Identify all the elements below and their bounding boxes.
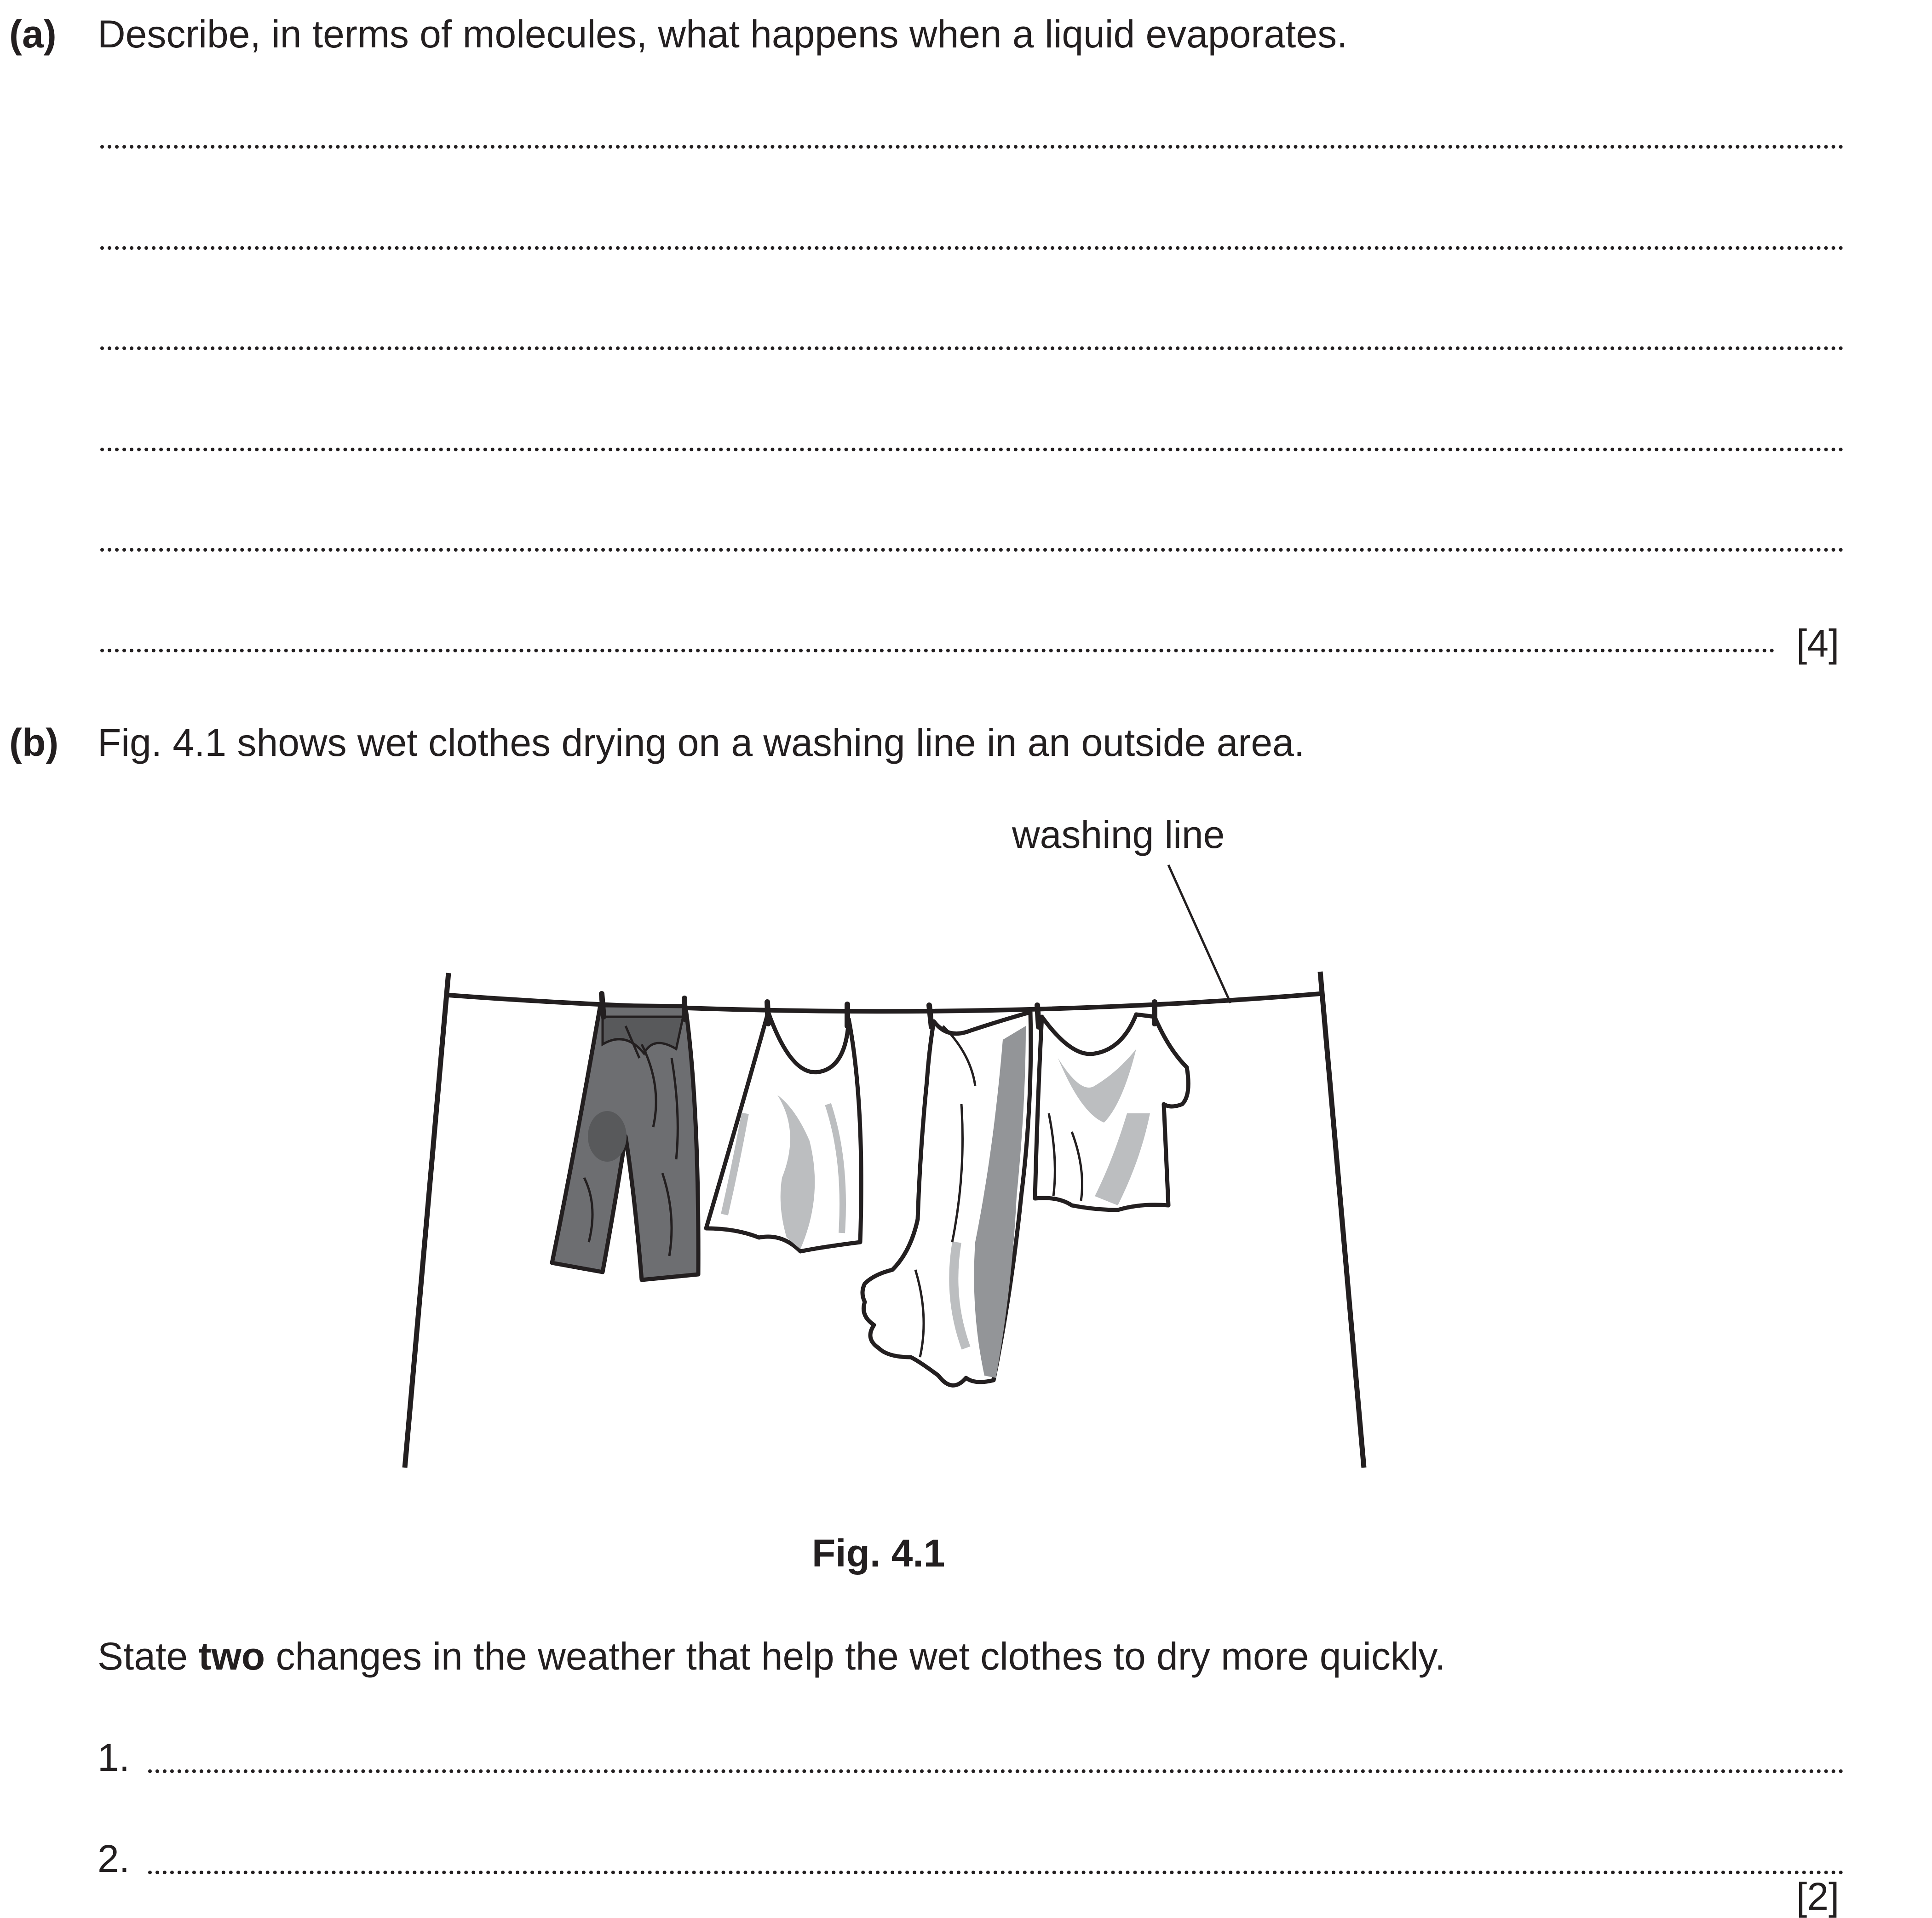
left-post	[405, 973, 448, 1468]
vest	[706, 1012, 861, 1251]
t-shirt	[1035, 1014, 1188, 1210]
answer-2-label: 2.	[98, 1837, 130, 1880]
part-b-label: (b)	[9, 721, 59, 764]
part-b-intro: Fig. 4.1 shows wet clothes drying on a washing line in an outside area.	[98, 721, 1305, 764]
question-text-bold: two	[198, 1635, 265, 1678]
trousers	[552, 1005, 698, 1280]
part-a-marks: [4]	[1796, 622, 1840, 665]
answer-1-label: 1.	[98, 1736, 130, 1779]
part-b-marks: [2]	[1796, 1875, 1840, 1918]
callout-leader-line	[1168, 865, 1230, 1003]
figure-caption: Fig. 4.1	[812, 1532, 945, 1575]
answer-line-b1[interactable]	[148, 1769, 1844, 1773]
washing-line	[448, 994, 1320, 1011]
question-text-pre: State	[98, 1635, 199, 1678]
part-a-question: Describe, in terms of molecules, what happens when a liquid evaporates.	[98, 12, 1348, 56]
part-b-question	[98, 1637, 1446, 1676]
part-a-label: (a)	[9, 12, 57, 56]
question-text-post: changes in the weather that help the wet clothes to dry more quickly.	[265, 1635, 1446, 1678]
dress	[862, 1012, 1031, 1385]
answer-line-b2[interactable]	[148, 1871, 1844, 1874]
washing-line-callout: washing line	[1012, 813, 1225, 856]
right-post	[1320, 972, 1364, 1468]
